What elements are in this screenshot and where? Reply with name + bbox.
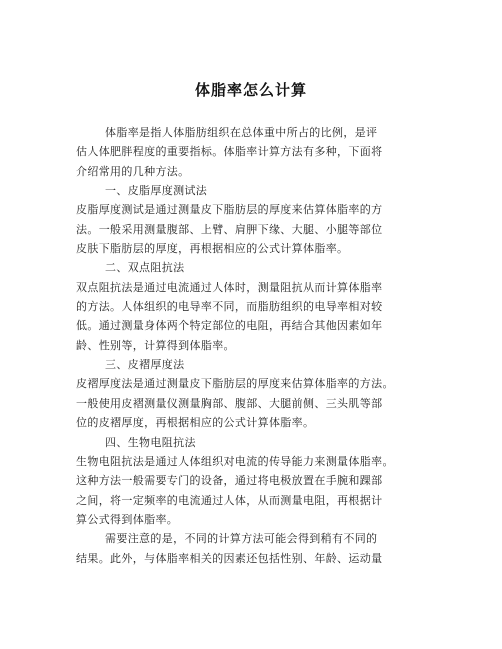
text-line: 需要注意的是，不同的计算方法可能会得到稍有不同的: [105, 532, 378, 546]
text-line: 的方法。人体组织的电导率不同，而脂肪组织的电导率相对较: [76, 300, 383, 314]
text-line: 之间，将一定频率的电流通过人体，从而测量电阻，再根据计: [76, 493, 383, 507]
text-line: 生物电阻抗法是通过人体组织对电流的传导能力来测量体脂率。: [76, 454, 394, 468]
text-line: 低。通过测量身体两个特定部位的电阻，再结合其他因素如年: [76, 319, 383, 333]
text-line: 法。一般采用测量腹部、上臂、肩胛下缘、大腿、小腿等部位: [76, 222, 383, 236]
text-line: 皮褶厚度法是通过测量皮下脂肪层的厚度来估算体脂率的方法。: [76, 377, 394, 391]
document-title: 体脂率怎么计算: [194, 81, 307, 99]
text-line: 一般使用皮褶测量仪测量胸部、腹部、大腿前侧、三头肌等部: [76, 396, 383, 410]
text-line: 算公式得到体脂率。: [76, 512, 179, 526]
text-line: 一、皮脂厚度测试法: [105, 184, 208, 198]
text-line: 皮肤下脂肪层的厚度，再根据相应的公式计算体脂率。: [76, 242, 349, 256]
text-line: 估人体肥胖程度的重要指标。体脂率计算方法有多种，下面将: [76, 145, 383, 159]
text-line: 四、生物电阻抗法: [105, 435, 196, 449]
text-line: 龄、性别等，计算得到体脂率。: [76, 338, 235, 352]
text-line: 皮脂厚度测试是通过测量皮下脂肪层的厚度来估算体脂率的方: [76, 203, 383, 217]
text-line: 双点阻抗法是通过电流通过人体时，测量阻抗从而计算体脂率: [76, 280, 383, 294]
text-line: 二、双点阻抗法: [105, 261, 185, 275]
text-line: 结果。此外，与体脂率相关的因素还包括性别、年龄、运动量: [76, 551, 383, 565]
text-line: 体脂率是指人体脂肪组织在总体重中所占的比例，是评: [105, 126, 378, 139]
document-body: [76, 123, 436, 568]
text-line: 三、皮褶厚度法: [105, 358, 185, 372]
text-line: 介绍常用的几种方法。: [76, 164, 190, 178]
text-line: 这种方法一般需要专门的设备，通过将电极放置在手腕和踝部: [76, 474, 383, 488]
text-line: 位的皮褶厚度，再根据相应的公式计算体脂率。: [76, 416, 315, 430]
